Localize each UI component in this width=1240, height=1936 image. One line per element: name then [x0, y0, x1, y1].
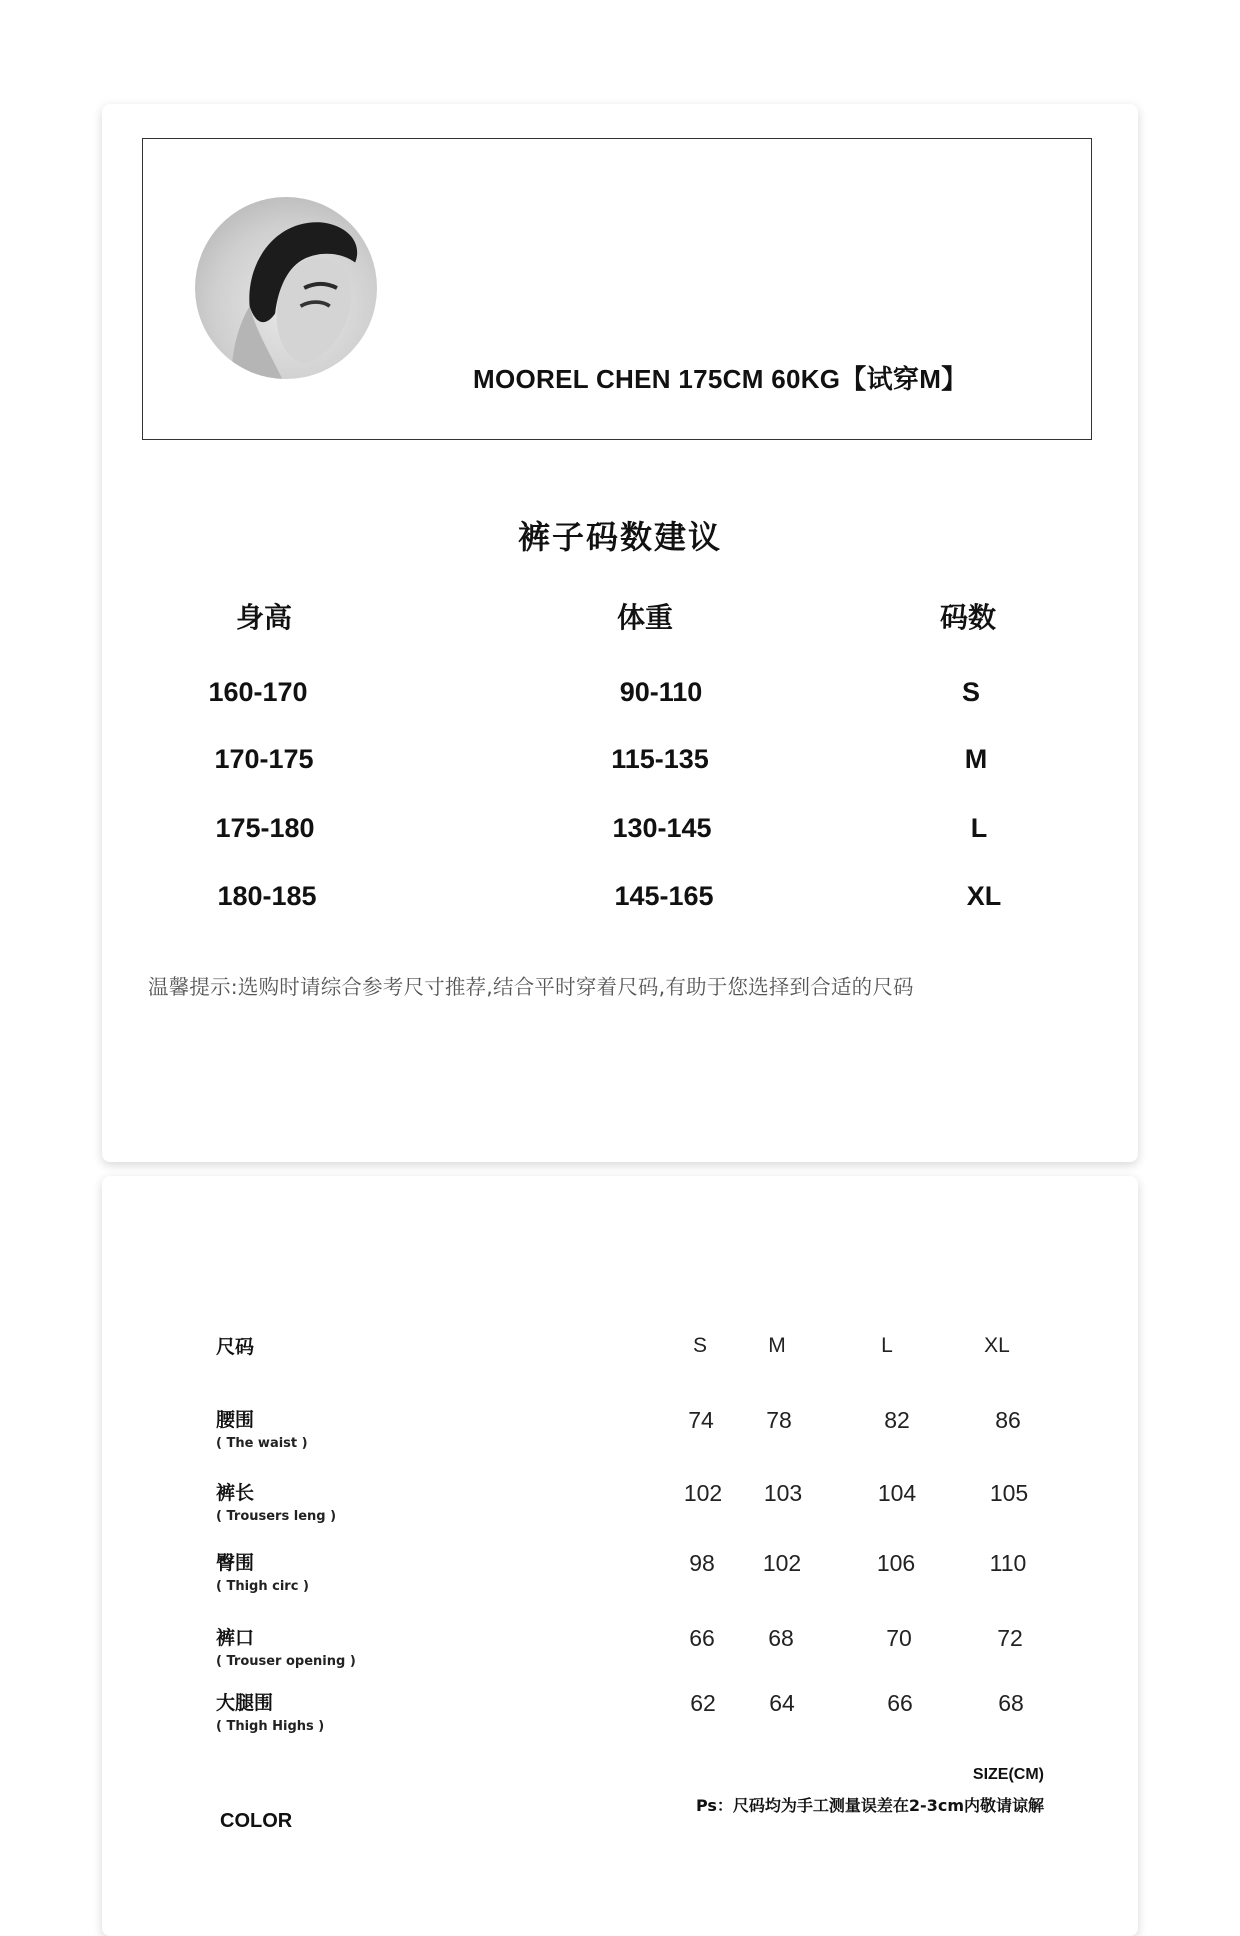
- measurement-label-cn: 臀围: [216, 1552, 255, 1574]
- value-xl: 68: [998, 1690, 1024, 1716]
- value-l: 106: [876, 1550, 916, 1576]
- value-m: 78: [766, 1407, 792, 1433]
- value-s: 74: [688, 1407, 714, 1433]
- value-s: 62: [690, 1690, 716, 1716]
- measurement-note: Ps：尺码均为手工测量误差在2-3cm内敬请谅解: [695, 1796, 1044, 1815]
- size-header-l: L: [881, 1334, 893, 1357]
- value-xl: 72: [997, 1625, 1023, 1651]
- measurement-label-cn: 腰围: [216, 1409, 255, 1431]
- measurement-label-en: ( Trouser opening ): [216, 1654, 356, 1669]
- value-m: 102: [762, 1550, 802, 1576]
- value-xl: 86: [995, 1407, 1021, 1433]
- size-tip: 温馨提示:选购时请综合参考尺寸推荐,结合平时穿着尺码,有助于您选择到合适的尺码: [148, 975, 914, 999]
- value-l: 104: [877, 1480, 917, 1506]
- value-m: 68: [768, 1625, 794, 1651]
- value-xl: 105: [989, 1480, 1029, 1506]
- weight-range: 115-135: [611, 744, 709, 774]
- value-s: 66: [689, 1625, 715, 1651]
- model-avatar: [195, 197, 377, 379]
- measurement-label-cn: 大腿围: [216, 1692, 274, 1714]
- value-l: 70: [886, 1625, 912, 1651]
- measurement-label-cn: 裤长: [216, 1482, 255, 1504]
- value-xl: 110: [989, 1550, 1027, 1576]
- height-range: 175-180: [215, 813, 315, 843]
- size-header-xl: XL: [984, 1334, 1010, 1357]
- height-range: 170-175: [214, 744, 314, 774]
- measurement-label-en: ( Thigh circ ): [216, 1579, 309, 1594]
- size-value: XL: [966, 881, 1002, 911]
- size-value: S: [961, 677, 980, 707]
- model-info-box: [142, 138, 1092, 440]
- recommendation-row: [102, 881, 1138, 921]
- value-l: 82: [884, 1407, 910, 1433]
- header-weight: 体重: [616, 601, 673, 634]
- measurement-label: [216, 1688, 324, 1734]
- size-value: L: [970, 813, 988, 843]
- size-chart-card: [102, 1176, 1138, 1936]
- measurement-label-en: ( The waist ): [216, 1436, 308, 1451]
- size-column-label: 尺码: [216, 1336, 255, 1358]
- value-m: 64: [769, 1690, 795, 1716]
- color-section-label: COLOR: [220, 1810, 293, 1832]
- height-range: 160-170: [208, 677, 308, 707]
- value-m: 103: [763, 1480, 803, 1506]
- recommendation-row: [102, 744, 1138, 784]
- value-l: 66: [887, 1690, 913, 1716]
- size-header-s: S: [692, 1334, 707, 1357]
- model-measurements: MOOREL CHEN 175CM 60KG【试穿M】: [473, 364, 968, 394]
- size-recommendation-card: [102, 104, 1138, 1162]
- model-portrait-image: [195, 197, 377, 379]
- value-s: 102: [683, 1480, 723, 1506]
- header-size: 码数: [939, 601, 996, 634]
- weight-range: 90-110: [619, 677, 703, 707]
- recommendation-title: 裤子码数建议: [517, 518, 722, 556]
- value-s: 98: [689, 1550, 715, 1576]
- measurement-label-en: ( Trousers leng ): [216, 1509, 337, 1524]
- measurement-label: [216, 1548, 309, 1594]
- weight-range: 130-145: [612, 813, 712, 843]
- recommendation-row: [102, 677, 1138, 717]
- measurement-label: [216, 1478, 336, 1524]
- recommendation-header-row: [102, 596, 1138, 636]
- measurement-label-cn: 裤口: [216, 1627, 255, 1649]
- size-unit-label: SIZE(CM): [972, 1766, 1044, 1783]
- recommendation-row: [102, 813, 1138, 853]
- height-range: 180-185: [217, 881, 317, 911]
- weight-range: 145-165: [614, 881, 714, 911]
- header-height: 身高: [235, 601, 292, 634]
- measurement-label-en: ( Thigh Highs ): [216, 1719, 325, 1734]
- measurement-label: [216, 1623, 356, 1669]
- size-header-m: M: [768, 1334, 786, 1357]
- measurement-label: [216, 1405, 308, 1451]
- size-value: M: [964, 744, 988, 774]
